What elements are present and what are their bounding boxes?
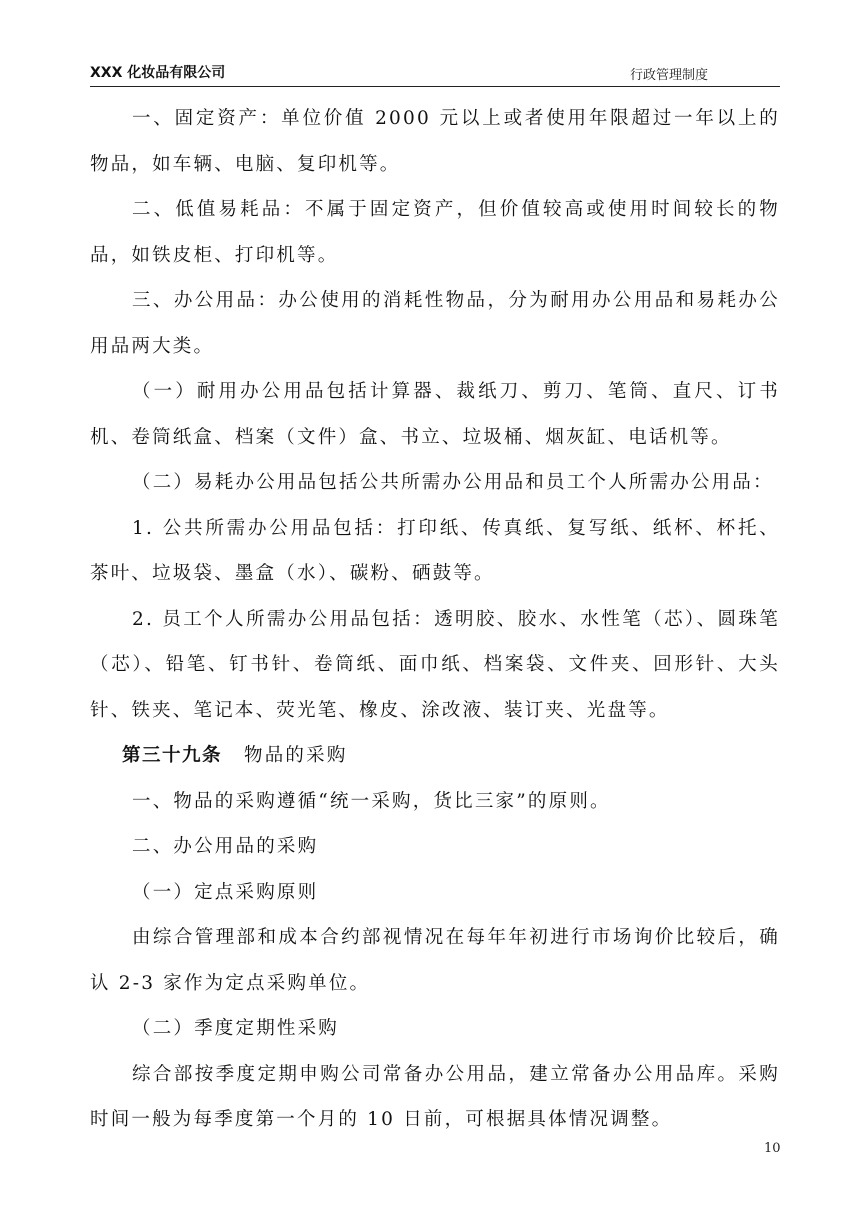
article-title: 物品的采购 bbox=[244, 745, 348, 766]
paragraph-consumable-supplies: （二）易耗办公用品包括公共所需办公用品和员工个人所需办公用品： bbox=[132, 472, 774, 493]
paragraph-quarterly-detail: 综合部按季度定期申购公司常备办公用品，建立常备办公用品库。采购时间一般为每季度第一个月的 10 日前，可根据具体情况调整。 bbox=[90, 1063, 780, 1130]
paragraph-procurement-principle: 一、物品的采购遵循“统一采购，货比三家”的原则。 bbox=[132, 790, 611, 812]
document-type: 行政管理制度 bbox=[629, 68, 708, 83]
paragraph-designated-detail: 由综合管理部和成本合约部视情况在每年年初进行市场询价比较后，确认 2-3 家作为定点采购单位。 bbox=[90, 927, 780, 994]
paragraph-office-procurement: 二、办公用品的采购 bbox=[132, 836, 319, 857]
paragraph-low-value-consumables: 二、低值易耗品：不属于固定资产，但价值较高或使用时间较长的物品，如铁皮柜、打印机等。 bbox=[90, 199, 780, 266]
company-name: XXX 化妆品有限公司 bbox=[90, 65, 226, 81]
page-header bbox=[90, 60, 780, 86]
header-divider bbox=[90, 86, 780, 87]
article-heading bbox=[90, 733, 780, 779]
page-number: 10 bbox=[764, 1141, 781, 1156]
paragraph-durable-supplies: （一）耐用办公用品包括计算器、裁纸刀、剪刀、笔筒、直尺、订书机、卷筒纸盒、档案（文件）盒、书立、垃圾桶、烟灰缸、电话机等。 bbox=[90, 381, 780, 448]
paragraph-quarterly-procurement: （二）季度定期性采购 bbox=[132, 1018, 340, 1039]
paragraph-public-supplies: 1. 公共所需办公用品包括：打印纸、传真纸、复写纸、纸杯、杯托、茶叶、垃圾袋、墨盒（水）、碳粉、硒鼓等。 bbox=[90, 517, 780, 584]
document-body bbox=[90, 96, 780, 1143]
paragraph-designated-principle: （一）定点采购原则 bbox=[132, 881, 319, 903]
article-number: 第三十九条 bbox=[122, 745, 223, 766]
paragraph-office-supplies: 三、办公用品：办公使用的消耗性物品，分为耐用办公用品和易耗办公用品两大类。 bbox=[90, 290, 780, 357]
paragraph-personal-supplies: 2. 员工个人所需办公用品包括：透明胶、胶水、水性笔（芯）、圆珠笔（芯）、铅笔、钉书针、卷筒纸、面巾纸、档案袋、文件夹、回形针、大头针、铁夹、笔记本、荧光笔、橡皮、涂改液、装订夹、光盘等。 bbox=[90, 608, 780, 721]
paragraph-fixed-assets: 一、固定资产：单位价值 2000 元以上或者使用年限超过一年以上的物品，如车辆、电脑、复印机等。 bbox=[90, 108, 780, 175]
